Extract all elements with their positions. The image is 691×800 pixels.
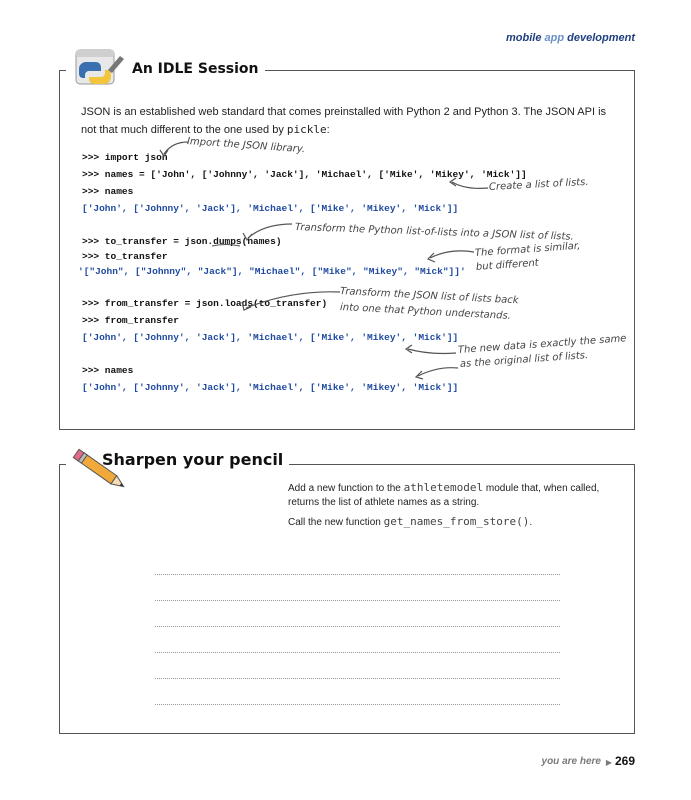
sharpen-pencil-title: Sharpen your pencil — [66, 452, 289, 468]
sharpen-instruction-2 — [288, 515, 608, 530]
sharpen-instruction-1 — [288, 481, 608, 510]
you-are-here-label: you are here — [541, 756, 601, 767]
output-line: ['John', ['Johnny', 'Jack'], 'Michael', ['Mike', 'Mikey', 'Mick']] — [82, 332, 459, 343]
code-line: >>> to_transfer — [82, 251, 168, 262]
arrow-icon — [400, 343, 458, 357]
arrow-icon — [446, 174, 490, 196]
function-name-code: get_names_from_store() — [383, 515, 530, 528]
note-import: Import the JSON library. — [186, 136, 306, 156]
code-line: >>> to_transfer = json.dumps(names) — [82, 236, 282, 247]
intro-code: pickle — [286, 123, 327, 136]
instruction-text: Call the new function — [288, 517, 381, 528]
header-word-1: mobile — [506, 32, 542, 44]
answer-line[interactable] — [155, 574, 560, 575]
code-line: >>> names — [82, 365, 134, 376]
module-name-code: athletemodel — [403, 481, 484, 494]
python-idle-icon — [72, 44, 128, 94]
note-new-data: The new data is exactly the same — [457, 333, 627, 356]
answer-line[interactable] — [155, 652, 560, 653]
output-line: ['John', ['Johnny', 'Jack'], 'Michael', ['Mike', 'Mikey', 'Mick']] — [82, 382, 459, 393]
header-word-3: development — [567, 32, 635, 44]
triangle-right-icon: ▶ — [605, 758, 612, 767]
idle-session-title: An IDLE Session — [66, 62, 265, 76]
note-python-understands: into one that Python understands. — [339, 302, 512, 322]
answer-line[interactable] — [155, 626, 560, 627]
note-transform-json: Transform the Python list-of-lists into a JSON list of lists. — [294, 222, 574, 243]
code-line: >>> import json — [82, 152, 168, 163]
intro-text: JSON is an established web standard that comes preinstalled with Python 2 and Python 3. The JSON API is not that much different to the one used by — [81, 106, 607, 136]
arrow-icon — [232, 288, 342, 314]
arrow-icon — [152, 138, 192, 160]
intro-end: : — [326, 124, 330, 136]
code-line: >>> from_transfer — [82, 315, 179, 326]
instruction-text: Add a new function to the — [288, 483, 401, 494]
arrow-icon — [234, 220, 294, 244]
output-line: ['John', ['Johnny', 'Jack'], 'Michael', ['Mike', 'Mikey', 'Mick']] — [82, 203, 459, 214]
code-line: >>> names — [82, 186, 134, 197]
section-header — [506, 32, 635, 44]
instruction-text: module that, when called, returns the list of athlete names as a string. — [288, 483, 600, 508]
code-line: >>> from_transfer = json.loads(to_transfer) — [82, 298, 328, 309]
page-number: 269 — [614, 754, 635, 768]
note-create-list: Create a list of lists. — [488, 176, 589, 193]
note-format-similar: The format is similar, — [474, 240, 581, 259]
output-line: '["John", ["Johnny", "Jack"], "Michael", ["Mike", "Mikey", "Mick"]]' — [78, 266, 466, 277]
answer-line[interactable] — [155, 704, 560, 705]
note-but-different: but different — [475, 257, 540, 273]
code-line: >>> names = ['John', ['Johnny', 'Jack'], 'Michael', ['Mike', 'Mikey', 'Mick']] — [82, 169, 527, 180]
answer-line[interactable] — [155, 678, 560, 679]
note-transform-back: Transform the JSON list of lists back — [339, 286, 519, 307]
underline-dumps — [211, 243, 241, 249]
note-original-list: as the original list of lists. — [459, 350, 589, 370]
idle-intro — [81, 104, 621, 139]
arrow-icon — [420, 246, 476, 266]
header-word-2: app — [544, 32, 565, 44]
pencil-icon — [66, 448, 136, 496]
instruction-text: . — [529, 517, 533, 528]
answer-line[interactable] — [155, 600, 560, 601]
arrow-icon — [408, 364, 460, 380]
